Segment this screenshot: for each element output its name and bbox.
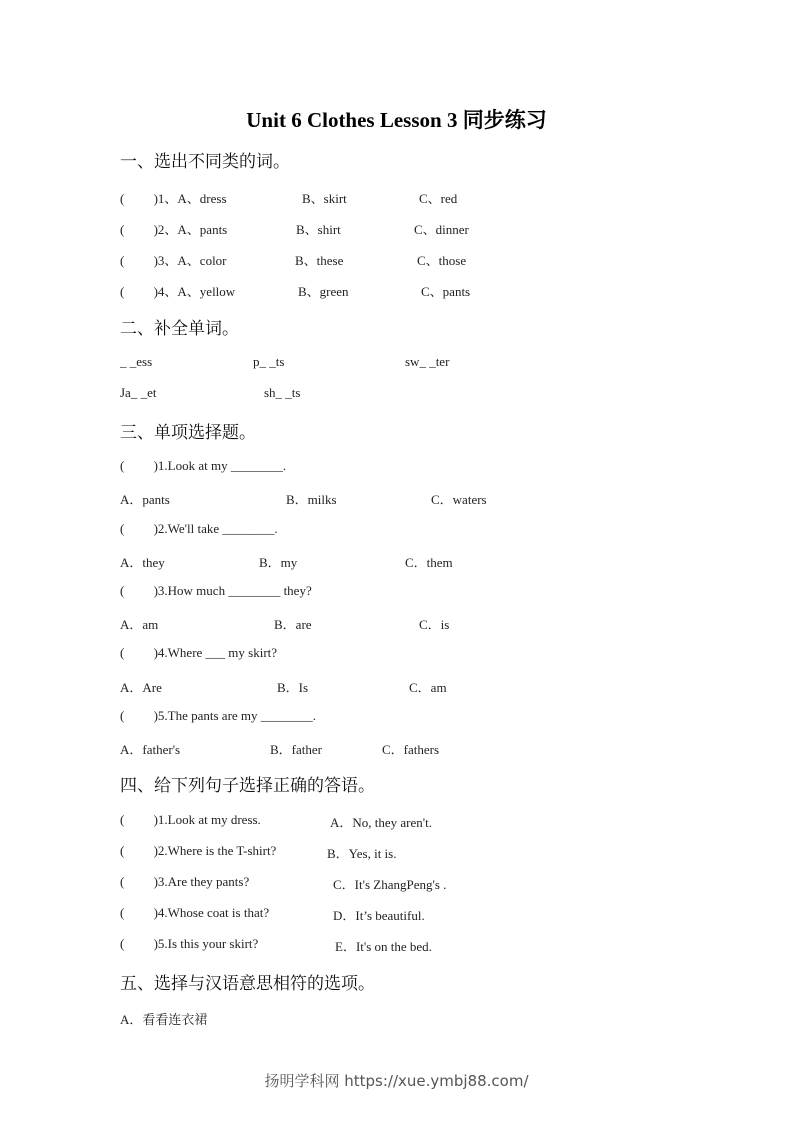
- section-1-heading: 一、选出不同类的词。: [120, 152, 290, 172]
- s3-q4: ( )4.Where ___ my skirt?: [120, 645, 278, 660]
- s1-q1-c: C、red: [419, 191, 458, 206]
- s3-q4-c: C．am: [409, 680, 447, 695]
- s3-q5-b: B．father: [270, 742, 322, 757]
- s4-q3: ( )3.Are they pants?: [120, 874, 250, 889]
- word-blank-1: _ _ess: [120, 354, 153, 369]
- word-blank-2: p_ _ts: [253, 354, 285, 369]
- s4-a1: A．No, they aren't.: [330, 815, 432, 830]
- s3-q2-b: B．my: [259, 555, 298, 570]
- s1-q3-c: C、those: [417, 253, 467, 268]
- s3-q2-a: A．they: [120, 555, 165, 570]
- s4-q4: ( )4.Whose coat is that?: [120, 905, 270, 920]
- section-3-heading: 三、单项选择题。: [120, 423, 256, 443]
- s3-q2-c: C．them: [405, 555, 453, 570]
- s3-q5-a: A．father's: [120, 742, 181, 757]
- s1-q3: ( )3、A、color: [120, 253, 227, 268]
- s4-a5: E．It's on the bed.: [335, 939, 432, 954]
- s1-q1: ( )1、A、dress: [120, 191, 227, 206]
- s3-q3-c: C．is: [419, 617, 450, 632]
- s3-q1-a: A．pants: [120, 492, 170, 507]
- s4-a3: C．It's ZhangPeng's .: [333, 877, 447, 892]
- s1-q4-b: B、green: [298, 284, 349, 299]
- s3-q2: ( )2.We'll take ________.: [120, 521, 278, 536]
- s4-a2: B．Yes, it is.: [327, 846, 397, 861]
- s3-q5-c: C．fathers: [382, 742, 440, 757]
- s1-q4-c: C、pants: [421, 284, 471, 299]
- section-5-heading: 五、选择与汉语意思相符的选项。: [120, 974, 375, 994]
- s3-q3: ( )3.How much ________ they?: [120, 583, 312, 598]
- s3-q1-b: B．milks: [286, 492, 337, 507]
- s4-q1: ( )1.Look at my dress.: [120, 812, 261, 827]
- s3-q1: ( )1.Look at my ________.: [120, 458, 287, 473]
- s1-q2-b: B、shirt: [296, 222, 341, 237]
- s1-q2-c: C、dinner: [414, 222, 469, 237]
- s4-q2: ( )2.Where is the T-shirt?: [120, 843, 277, 858]
- word-blank-3: sw_ _ter: [405, 354, 450, 369]
- page-title: Unit 6 Clothes Lesson 3 同步练习: [246, 108, 547, 132]
- s3-q3-a: A．am: [120, 617, 159, 632]
- word-blank-4: Ja_ _et: [120, 385, 157, 400]
- s3-q1-c: C．waters: [431, 492, 487, 507]
- s4-a4: D．It’s beautiful.: [333, 908, 425, 923]
- s3-q5: ( )5.The pants are my ________.: [120, 708, 317, 723]
- word-blank-5: sh_ _ts: [264, 385, 301, 400]
- s1-q4: ( )4、A、yellow: [120, 284, 236, 299]
- s5-option-a: A．看看连衣裙: [120, 1012, 208, 1027]
- section-4-heading: 四、给下列句子选择正确的答语。: [120, 776, 375, 796]
- s3-q3-b: B．are: [274, 617, 312, 632]
- section-2-heading: 二、补全单词。: [120, 319, 239, 339]
- s3-q4-a: A．Are: [120, 680, 162, 695]
- s3-q4-b: B．Is: [277, 680, 309, 695]
- s1-q1-b: B、skirt: [302, 191, 347, 206]
- s1-q2: ( )2、A、pants: [120, 222, 228, 237]
- s1-q3-b: B、these: [295, 253, 344, 268]
- s4-q5: ( )5.Is this your skirt?: [120, 936, 259, 951]
- footer-watermark: 扬明学科网 https://xue.ymbj88.com/: [264, 1072, 529, 1090]
